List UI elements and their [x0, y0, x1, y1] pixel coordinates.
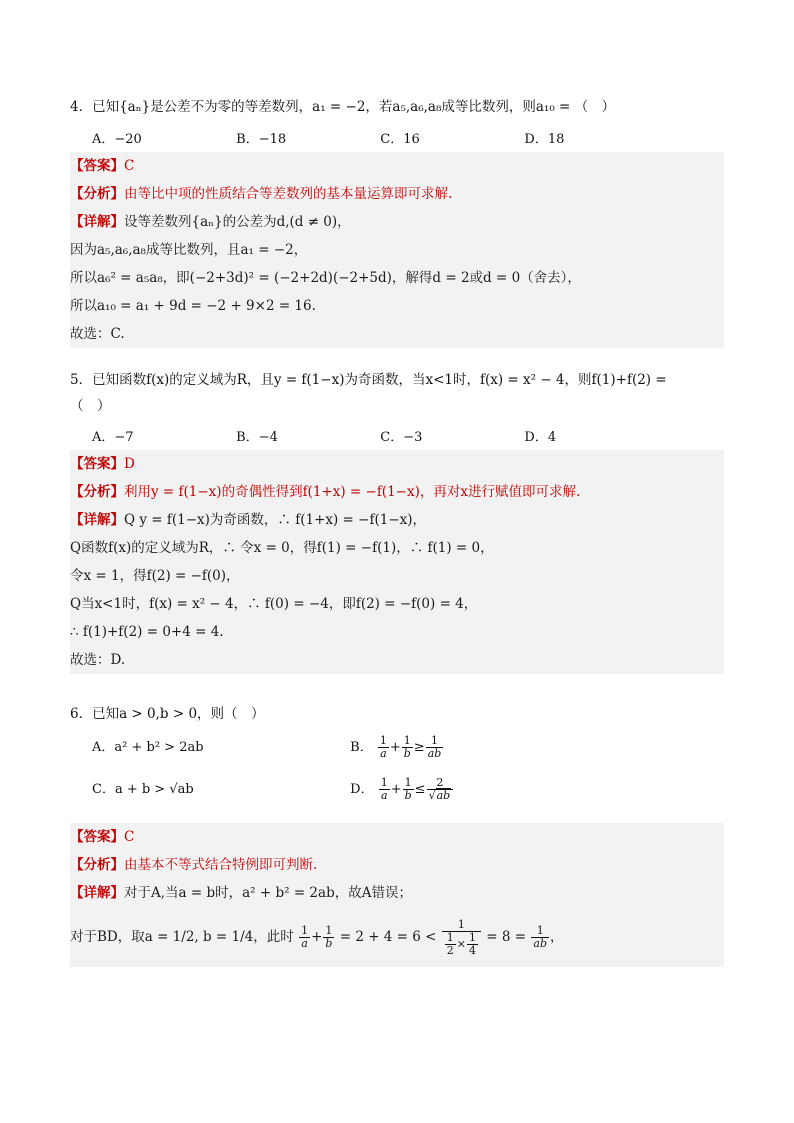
- detail-line: 所以a₆² = a₅a₈，即(−2+3d)² = (−2+2d)(−2+5d)，解得d = 2或d = 0（舍去），: [70, 270, 581, 286]
- option-d: D．4: [524, 430, 557, 445]
- detail-line: Q函数f(x)的定义域为R，∴ 令x = 0，得f(1) = −f(1)，∴ f(1) = 0，: [70, 540, 494, 556]
- option-b: B．−18: [236, 132, 287, 147]
- detail-line: 对于BD，取a = 1/2, b = 1/4，此时 $\frac{1}{a}$ + $\frac{1}{b}$ = 2 + 4 = 6 < 1 $\frac{1}{2}$ × $\frac{1}{4}$ = 8 = $\frac{1}{ab}$ ，: [70, 917, 564, 957]
- stem-line: 5．已知函数f(x)的定义域为R，且y = f(1−x)为奇函数，当x<1时，f(x) = x² − 4，则f(1)+f(2) =: [70, 372, 667, 388]
- fraction: $\frac{1}{b}$: [325, 924, 333, 950]
- option-c: C．−3: [380, 430, 423, 445]
- detail-line: 令x = 1，得f(2) = −f(0)，: [70, 568, 240, 584]
- answer-line: 【答案】C: [70, 829, 135, 845]
- fraction: $\frac{2}{√ab}$: [427, 777, 454, 802]
- detail-line: ∴ f(1)+f(2) = 0+4 = 4.: [70, 624, 224, 640]
- option-c: C．16: [380, 132, 420, 147]
- fraction: $\frac{1}{a}$: [301, 924, 309, 950]
- fraction: $\frac{1}{b}$: [404, 776, 412, 802]
- question-5-options: [92, 426, 722, 445]
- option-b: B．−4: [236, 430, 278, 445]
- fraction: $\frac{1}{b}$: [403, 734, 411, 760]
- fraction: $\frac{1}{a}$: [380, 776, 388, 802]
- option-d: D．18: [524, 132, 565, 147]
- question-4-options: [92, 128, 722, 147]
- detail-line: 所以a₁₀ = a₁ + 9d = −2 + 9×2 = 16.: [70, 298, 316, 314]
- option-b: B． $\frac{1}{a}$ + $\frac{1}{b}$ ≥ $\frac{1}{ab}$: [350, 734, 442, 760]
- option-d: D． $\frac{1}{a}$ + $\frac{1}{b}$ ≤ $\frac{2}{√ab}$: [350, 782, 454, 797]
- question-4-stem: 4．已知{aₙ}是公差不为零的等差数列，a₁ = −2，若a₅,a₆,a₈成等比数列，则a₁₀ = （ ）: [70, 99, 616, 115]
- detail-line: 因为a₅,a₆,a₈成等比数列，且a₁ = −2，: [70, 242, 308, 258]
- question-4-solution: [70, 152, 724, 348]
- option-c: C．a + b > √ab: [92, 782, 194, 797]
- question-5-stem: [70, 370, 724, 416]
- question-6-options: [92, 730, 722, 808]
- question-5-solution: [70, 450, 724, 674]
- fraction: $\frac{1}{ab}$: [533, 924, 547, 950]
- detail-line: Q当x<1时，f(x) = x² − 4，∴ f(0) = −4，即f(2) = −f(0) = 4，: [70, 596, 478, 612]
- fraction: 1 $\frac{1}{2}$ × $\frac{1}{4}$: [442, 919, 481, 957]
- option-a: A．−7: [92, 430, 134, 445]
- options-row: [92, 730, 722, 766]
- fraction: $\frac{1}{ab}$: [427, 734, 442, 760]
- stem-line: （ ）: [70, 398, 111, 414]
- detail-line: 【详解】对于A,当a = b时，a² + b² = 2ab，故A错误；: [70, 885, 412, 901]
- final-answer: 故选：D.: [70, 652, 126, 668]
- analysis-line: 【分析】由基本不等式结合特例即可判断.: [70, 857, 318, 873]
- fraction: $\frac{1}{a}$: [379, 734, 387, 760]
- analysis-line: 【分析】由等比中项的性质结合等差数列的基本量运算即可求解.: [70, 186, 453, 202]
- question-6-stem: 6．已知a > 0,b > 0，则（ ）: [70, 706, 265, 722]
- option-a: A．−20: [92, 132, 142, 147]
- options-row: [92, 772, 722, 808]
- option-a: A．a² + b² > 2ab: [92, 740, 204, 755]
- answer-line: 【答案】D: [70, 456, 135, 472]
- final-answer: 故选：C.: [70, 326, 125, 342]
- answer-line: 【答案】C: [70, 158, 135, 174]
- analysis-line: 【分析】利用y = f(1−x)的奇偶性得到f(1+x) = −f(1−x)，再对x进行赋值即可求解.: [70, 484, 581, 500]
- detail-line: 【详解】Q y = f(1−x)为奇函数，∴ f(1+x) = −f(1−x)，: [70, 512, 427, 528]
- detail-line: 【详解】设等差数列{aₙ}的公差为d,(d ≠ 0)，: [70, 214, 351, 230]
- question-6-solution: [70, 823, 724, 967]
